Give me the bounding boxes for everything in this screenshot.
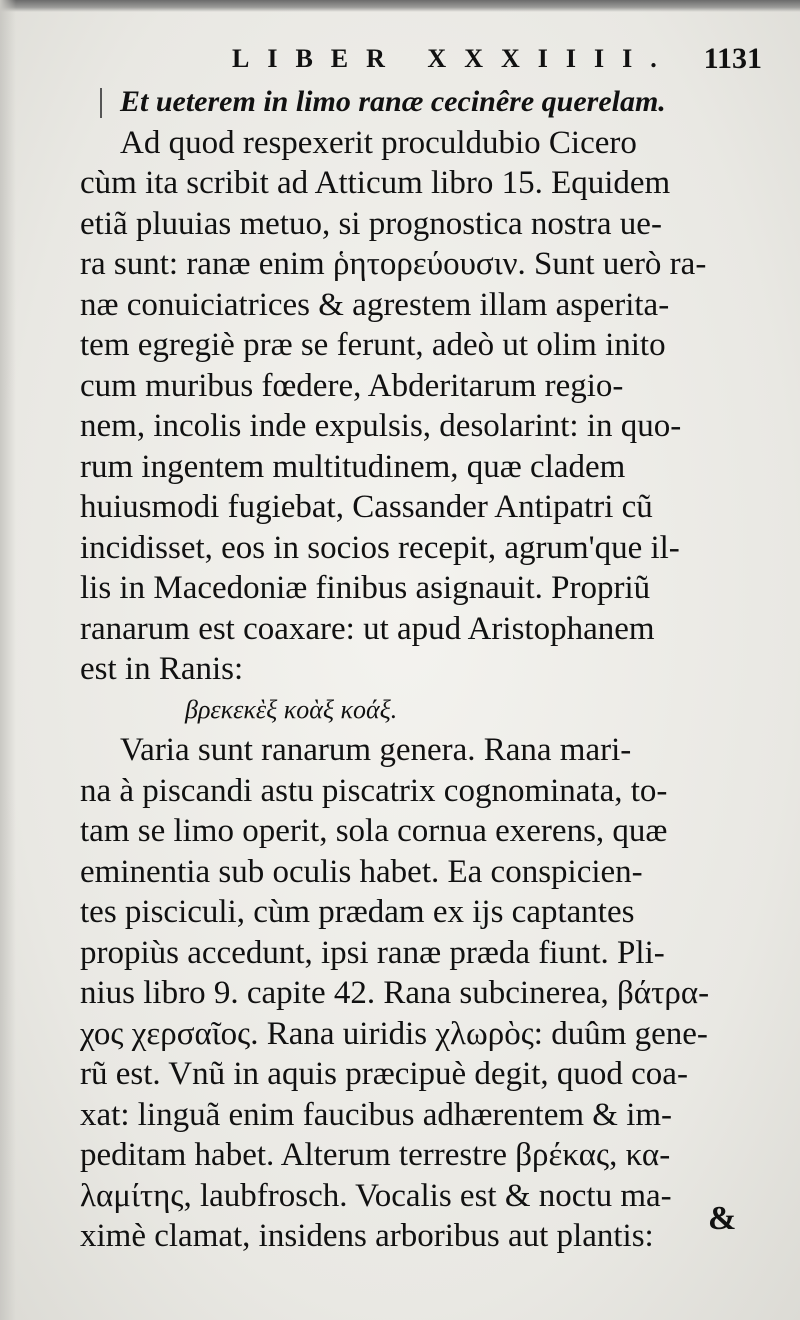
body-text <box>80 82 760 1257</box>
text-line: peditam habet. Alterum terrestre βρέκας, κα- <box>80 1137 671 1173</box>
page-number: 1131 <box>703 42 762 75</box>
greek-verse-line: βρεκεκὲξ κοὰξ κοάξ. <box>185 694 398 724</box>
text-line: incidisset, eos in socios recepit, agrum'que il- <box>80 529 680 566</box>
scan-top-edge <box>0 0 800 12</box>
text-line: cùm ita scribit ad Atticum libro 15. Equidem <box>80 165 671 201</box>
text-line: cum muribus fœdere, Abderitarum regio- <box>80 367 624 404</box>
text-line: tem egregiè præ se ferunt, adeò ut olim inito <box>80 327 666 363</box>
text-line: est in Ranis: <box>80 651 244 687</box>
verse-line: Et ueterem in limo ranæ cecinêre querelam. <box>120 85 666 118</box>
text-line: lis in Macedoniæ finibus asignauit. Propriũ <box>80 570 651 606</box>
text-line: nius libro 9. capite 42. Rana subcinerea, βάτρα- <box>80 975 710 1011</box>
text-line: χος χερσαῖος. Rana uiridis χλωρὸς: duûm gene- <box>80 1015 708 1052</box>
catchword: & <box>708 1200 737 1237</box>
text-line: rum ingentem multitudinem, quæ cladem <box>80 448 626 485</box>
text-line: ximè clamat, insidens arboribus aut plantis: <box>80 1218 654 1254</box>
text-line: propiùs accedunt, ipsi ranæ præda fiunt. Pli- <box>80 934 665 971</box>
text-line: tes pisciculi, cùm prædam ex ijs captantes <box>80 894 635 930</box>
page-header <box>232 44 762 84</box>
text-line: næ conuiciatrices & agrestem illam asperita- <box>80 286 670 323</box>
text-line: λαμίτης, laubfrosch. Vocalis est & noctu ma- <box>80 1177 672 1214</box>
running-head: LIBER XXXIIII. <box>232 44 675 73</box>
text-line: Ad quod respexerit proculdubio Cicero <box>120 124 637 161</box>
text-line: na à piscandi astu piscatrix cognominata, to- <box>80 772 668 809</box>
text-line: tam se limo operit, sola cornua exerens, quæ <box>80 813 668 849</box>
text-line: Varia sunt ranarum genera. Rana mari- <box>120 732 632 768</box>
text-line: xat: linguã enim faucibus adhærentem & im- <box>80 1096 673 1133</box>
text-line: rũ est. Vnũ in aquis præcipuè degit, quod coa- <box>80 1056 688 1092</box>
text-line: etiã pluuias metuo, si prognostica nostra ue- <box>80 205 662 242</box>
text-line: ra sunt: ranæ enim ῥητορεύουσιν. Sunt uerò ra- <box>80 246 707 282</box>
scan-left-edge <box>0 0 16 1320</box>
text-line: eminentia sub oculis habet. Ea conspicien- <box>80 853 643 890</box>
text-line: nem, incolis inde expulsis, desolarint: in quo- <box>80 408 682 444</box>
text-line: ranarum est coaxare: ut apud Aristophanem <box>80 610 655 647</box>
text-line: huiusmodi fugiebat, Cassander Antipatri cũ <box>80 489 653 525</box>
